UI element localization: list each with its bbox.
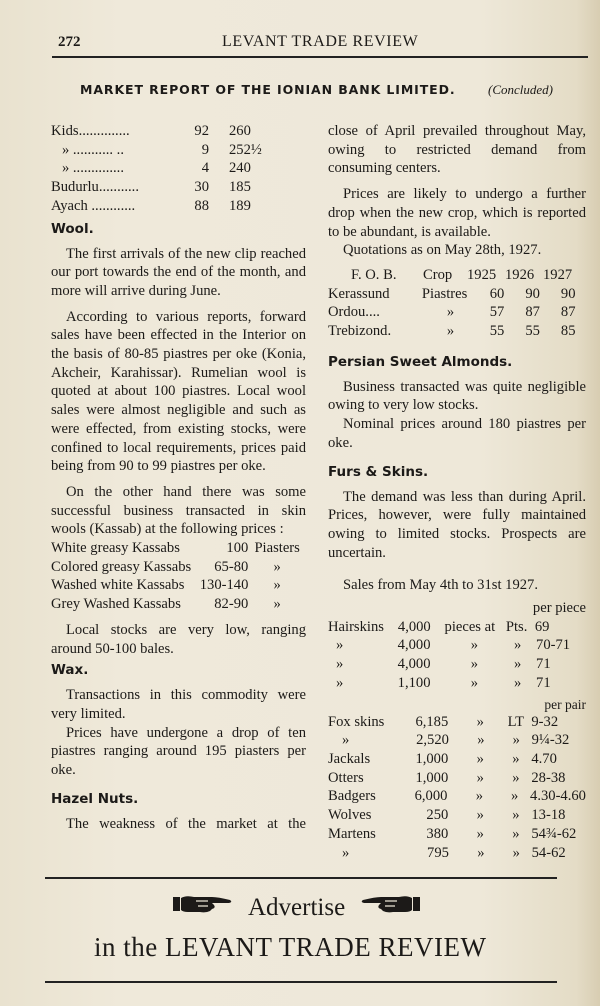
row-price: 71: [536, 674, 551, 691]
furs-paragraph-1: The demand was less than during April. Prices, however, were fully maintained owing to limited stocks. Prospects are uncertain.: [328, 488, 586, 561]
table-row: [51, 122, 306, 141]
running-title: LEVANT TRADE REVIEW: [222, 33, 419, 50]
row-value-a: 4: [201, 160, 209, 177]
row-price: 130-140: [199, 577, 249, 594]
row-unit: »: [273, 558, 281, 575]
row-value-a: 9: [201, 141, 209, 158]
row-1926: 87: [525, 304, 540, 321]
table-row: [51, 558, 306, 577]
pointing-hand-left-icon: [359, 892, 421, 923]
price-table: [51, 122, 306, 216]
row-qty: 1,100: [397, 674, 431, 691]
row-name: Badgers: [328, 788, 376, 805]
table-row: [328, 787, 586, 806]
row-value-a: 30: [194, 179, 209, 196]
table-row: [328, 655, 586, 674]
row-unit-1: »: [470, 674, 478, 691]
per-piece-label: per piece: [532, 600, 586, 617]
almonds-paragraph-2: Nominal prices around 180 piastres per oke.: [328, 416, 586, 451]
header-rule: [52, 56, 588, 58]
row-price: 4.30-4.60: [530, 788, 586, 805]
row-unit-2: »: [512, 769, 520, 786]
row-name: White greasy Kassabs: [51, 540, 180, 557]
row-1926: 55: [525, 323, 540, 340]
row-qty: 4,000: [397, 618, 431, 635]
row-unit-1: »: [470, 656, 478, 673]
row-name: Ayach ............: [51, 197, 136, 214]
table-row: [51, 141, 306, 160]
row-name: » ..............: [51, 160, 124, 177]
header-fob: F. O. B.: [351, 266, 397, 283]
furs-table: [328, 713, 586, 863]
row-name: Jackals: [328, 750, 371, 767]
page-number: 272: [58, 34, 81, 50]
hazel-paragraph-2: Prices are likely to undergo a further drop when the new crop, which is reported to be abundant, is available.: [328, 186, 586, 240]
row-name: Grey Washed Kassabs: [51, 596, 181, 613]
advert-headline: Advertise: [248, 893, 346, 921]
row-price: 9¼-32: [531, 732, 570, 749]
row-price: 71: [536, 656, 551, 673]
table-row: [328, 636, 586, 655]
section-heading-wax: Wax.: [51, 662, 89, 679]
row-price: 69: [534, 618, 550, 635]
row-qty: 1,000: [415, 769, 449, 786]
row-qty: 6,000: [414, 788, 448, 805]
hazel-paragraph-continued: close of April prevailed throughout May, owing to restricted demand from consuming centers.: [328, 123, 586, 177]
row-price: 54¾-62: [531, 825, 577, 842]
row-qty: 2,520: [416, 732, 449, 749]
row-value-b: 240: [229, 160, 251, 177]
per-pair-label: per pair: [544, 696, 586, 712]
table-row: [328, 674, 586, 693]
wax-paragraph-2: Prices have undergone a drop of ten piastres ranging around 195 piasters per oke.: [51, 724, 306, 779]
row-name: Kids..............: [51, 123, 130, 139]
row-unit-2: »: [514, 674, 522, 691]
row-value-b: 189: [229, 197, 251, 214]
table-row: [328, 618, 586, 637]
hairskins-table: [328, 618, 586, 693]
row-name: Wolves: [328, 807, 372, 824]
row-price: 70-71: [536, 637, 571, 654]
row-1925: 60: [489, 285, 505, 302]
left-column: [51, 122, 306, 834]
row-1926: 90: [525, 285, 540, 302]
row-value-b: 260: [229, 123, 251, 139]
table-row: [328, 285, 586, 304]
table-row: [51, 595, 306, 614]
row-unit-1: »: [476, 750, 484, 767]
row-name: »: [336, 656, 344, 673]
hazel-table: [328, 266, 586, 341]
row-unit-1: »: [476, 807, 484, 824]
table-row: [51, 197, 306, 216]
pointing-hand-right-icon: [172, 892, 234, 923]
row-qty: 795: [427, 844, 449, 861]
row-unit-1: »: [476, 825, 484, 842]
right-column: [328, 122, 586, 862]
furs-sales-title: Sales from May 4th to 31st 1927.: [343, 577, 538, 594]
header-1927: 1927: [543, 266, 573, 283]
row-qty: 1,000: [415, 750, 449, 767]
row-place: Ordou....: [328, 304, 380, 321]
row-1927: 90: [560, 285, 576, 302]
row-value-b: 185: [229, 179, 251, 196]
table-row: [51, 178, 306, 197]
row-place: Kerassund: [328, 285, 390, 302]
row-unit: »: [446, 323, 455, 340]
table-row: [51, 159, 306, 178]
row-unit-2: LT: [507, 713, 525, 730]
row-unit-1: pieces at: [444, 618, 496, 635]
hazel-paragraph-start: The weakness of the market at the: [66, 815, 306, 832]
advert-line-2: in the LEVANT TRADE REVIEW: [94, 932, 487, 962]
header-1925: 1925: [467, 266, 497, 283]
row-name: Fox skins: [328, 713, 385, 730]
report-title: MARKET REPORT OF THE IONIAN BANK LIMITED.: [80, 82, 456, 97]
row-name: »: [342, 844, 350, 861]
table-row: [328, 844, 586, 863]
advert-line-1: [172, 892, 442, 923]
row-1925: 55: [489, 323, 505, 340]
row-name: Washed white Kassabs: [51, 577, 185, 594]
row-unit-2: »: [514, 656, 522, 673]
row-unit-1: »: [476, 713, 484, 730]
section-heading-persian-sweet-almonds: Persian Sweet Almonds.: [328, 353, 513, 370]
table-row: [328, 303, 586, 322]
header-1926: 1926: [505, 266, 535, 283]
row-unit-2: »: [512, 825, 520, 842]
table-row: [328, 322, 586, 341]
row-value-a: 92: [194, 123, 209, 139]
wool-paragraph-2: According to various reports, forward sales have been effected in the Interior on the basis of 80-85 piastres per oke (Konia, Akcheir, Karahissar). Rumelian wool is quoted at about 100 piastres. Local wool sales were almost negligible and such as were effected, from existing stocks, were confined to local requirements, prices paid being from 90 to 99 piastres per oke.: [51, 308, 306, 475]
row-qty: 6,185: [415, 713, 449, 730]
row-1927: 87: [560, 304, 576, 321]
row-unit-2: Pts.: [505, 618, 528, 635]
row-price: 28-38: [531, 769, 566, 786]
table-row: [328, 731, 586, 750]
table-row: [328, 806, 586, 825]
almonds-paragraph-1: Business transacted was quite negligible owing to very low stocks.: [328, 378, 586, 414]
row-name: »: [336, 637, 344, 654]
wool-paragraph-4: Local stocks are very low, ranging around 50-100 bales.: [51, 621, 306, 657]
row-qty: 4,000: [397, 637, 431, 654]
row-value-b: 252½: [229, 141, 262, 158]
advert-bottom-rule: [45, 981, 557, 983]
advert-top-rule: [45, 877, 557, 879]
section-heading-hazel-nuts: Hazel Nuts.: [51, 790, 139, 807]
row-name: » ........... ..: [51, 141, 124, 158]
row-qty: 4,000: [397, 656, 431, 673]
row-unit: »: [273, 577, 281, 594]
row-1927: 85: [560, 323, 576, 340]
table-row: [328, 750, 586, 769]
row-price: 4.70: [531, 750, 557, 767]
row-name: »: [336, 674, 344, 691]
row-price: 9-32: [531, 713, 559, 730]
table-row: [328, 713, 586, 732]
row-unit-1: »: [475, 788, 483, 805]
row-unit-1: »: [477, 732, 485, 749]
row-price: 82-90: [214, 596, 249, 613]
row-price: 100: [226, 540, 249, 557]
row-unit-2: »: [512, 844, 520, 861]
row-unit-1: »: [476, 769, 484, 786]
report-subtitle: (Concluded): [488, 82, 553, 97]
section-heading-furs-skins: Furs & Skins.: [328, 463, 429, 480]
row-unit-2: »: [511, 788, 519, 805]
row-name: Budurlu...........: [51, 179, 139, 196]
row-unit-2: »: [512, 750, 520, 767]
hazel-quotations: Quotations as on May 28th, 1927.: [343, 242, 542, 259]
section-heading-wool: Wool.: [51, 220, 94, 237]
row-unit-2: »: [512, 732, 520, 749]
row-name: Martens: [328, 825, 376, 842]
row-unit: Piastres: [421, 285, 468, 302]
row-price: 54-62: [531, 844, 566, 861]
row-1925: 57: [489, 304, 505, 321]
row-unit-1: »: [477, 844, 485, 861]
row-price: 65-80: [214, 558, 249, 575]
table-row: [51, 539, 306, 558]
row-unit: »: [446, 304, 455, 321]
header-crop: Crop: [423, 266, 453, 283]
row-unit: »: [273, 596, 281, 613]
row-unit-2: »: [512, 807, 520, 824]
row-unit-2: »: [514, 637, 522, 654]
row-place: Trebizond.: [328, 323, 392, 340]
row-unit-1: »: [470, 637, 478, 654]
wool-paragraph-3: On the other hand there was some successful business transacted in skin wools (Kassab) at the following prices :: [51, 483, 306, 538]
wax-paragraph-1: Transactions in this commodity were very limited.: [51, 687, 306, 722]
row-qty: 250: [426, 807, 449, 824]
table-row: [51, 576, 306, 595]
kassab-table: [51, 539, 306, 614]
row-name: »: [342, 732, 350, 749]
row-name: Otters: [328, 769, 364, 786]
table-row: [328, 769, 586, 788]
row-qty: 380: [426, 825, 449, 842]
row-name: Hairskins: [328, 618, 384, 635]
table-row: [328, 825, 586, 844]
row-price: 13-18: [531, 807, 566, 824]
row-unit: Piasters: [254, 540, 300, 557]
row-name: Colored greasy Kassabs: [51, 558, 192, 575]
wool-paragraph-1: The first arrivals of the new clip reached our port towards the end of the month, and more will arrive during June.: [51, 245, 306, 299]
table-header: [328, 266, 586, 285]
row-value-a: 88: [194, 197, 209, 214]
